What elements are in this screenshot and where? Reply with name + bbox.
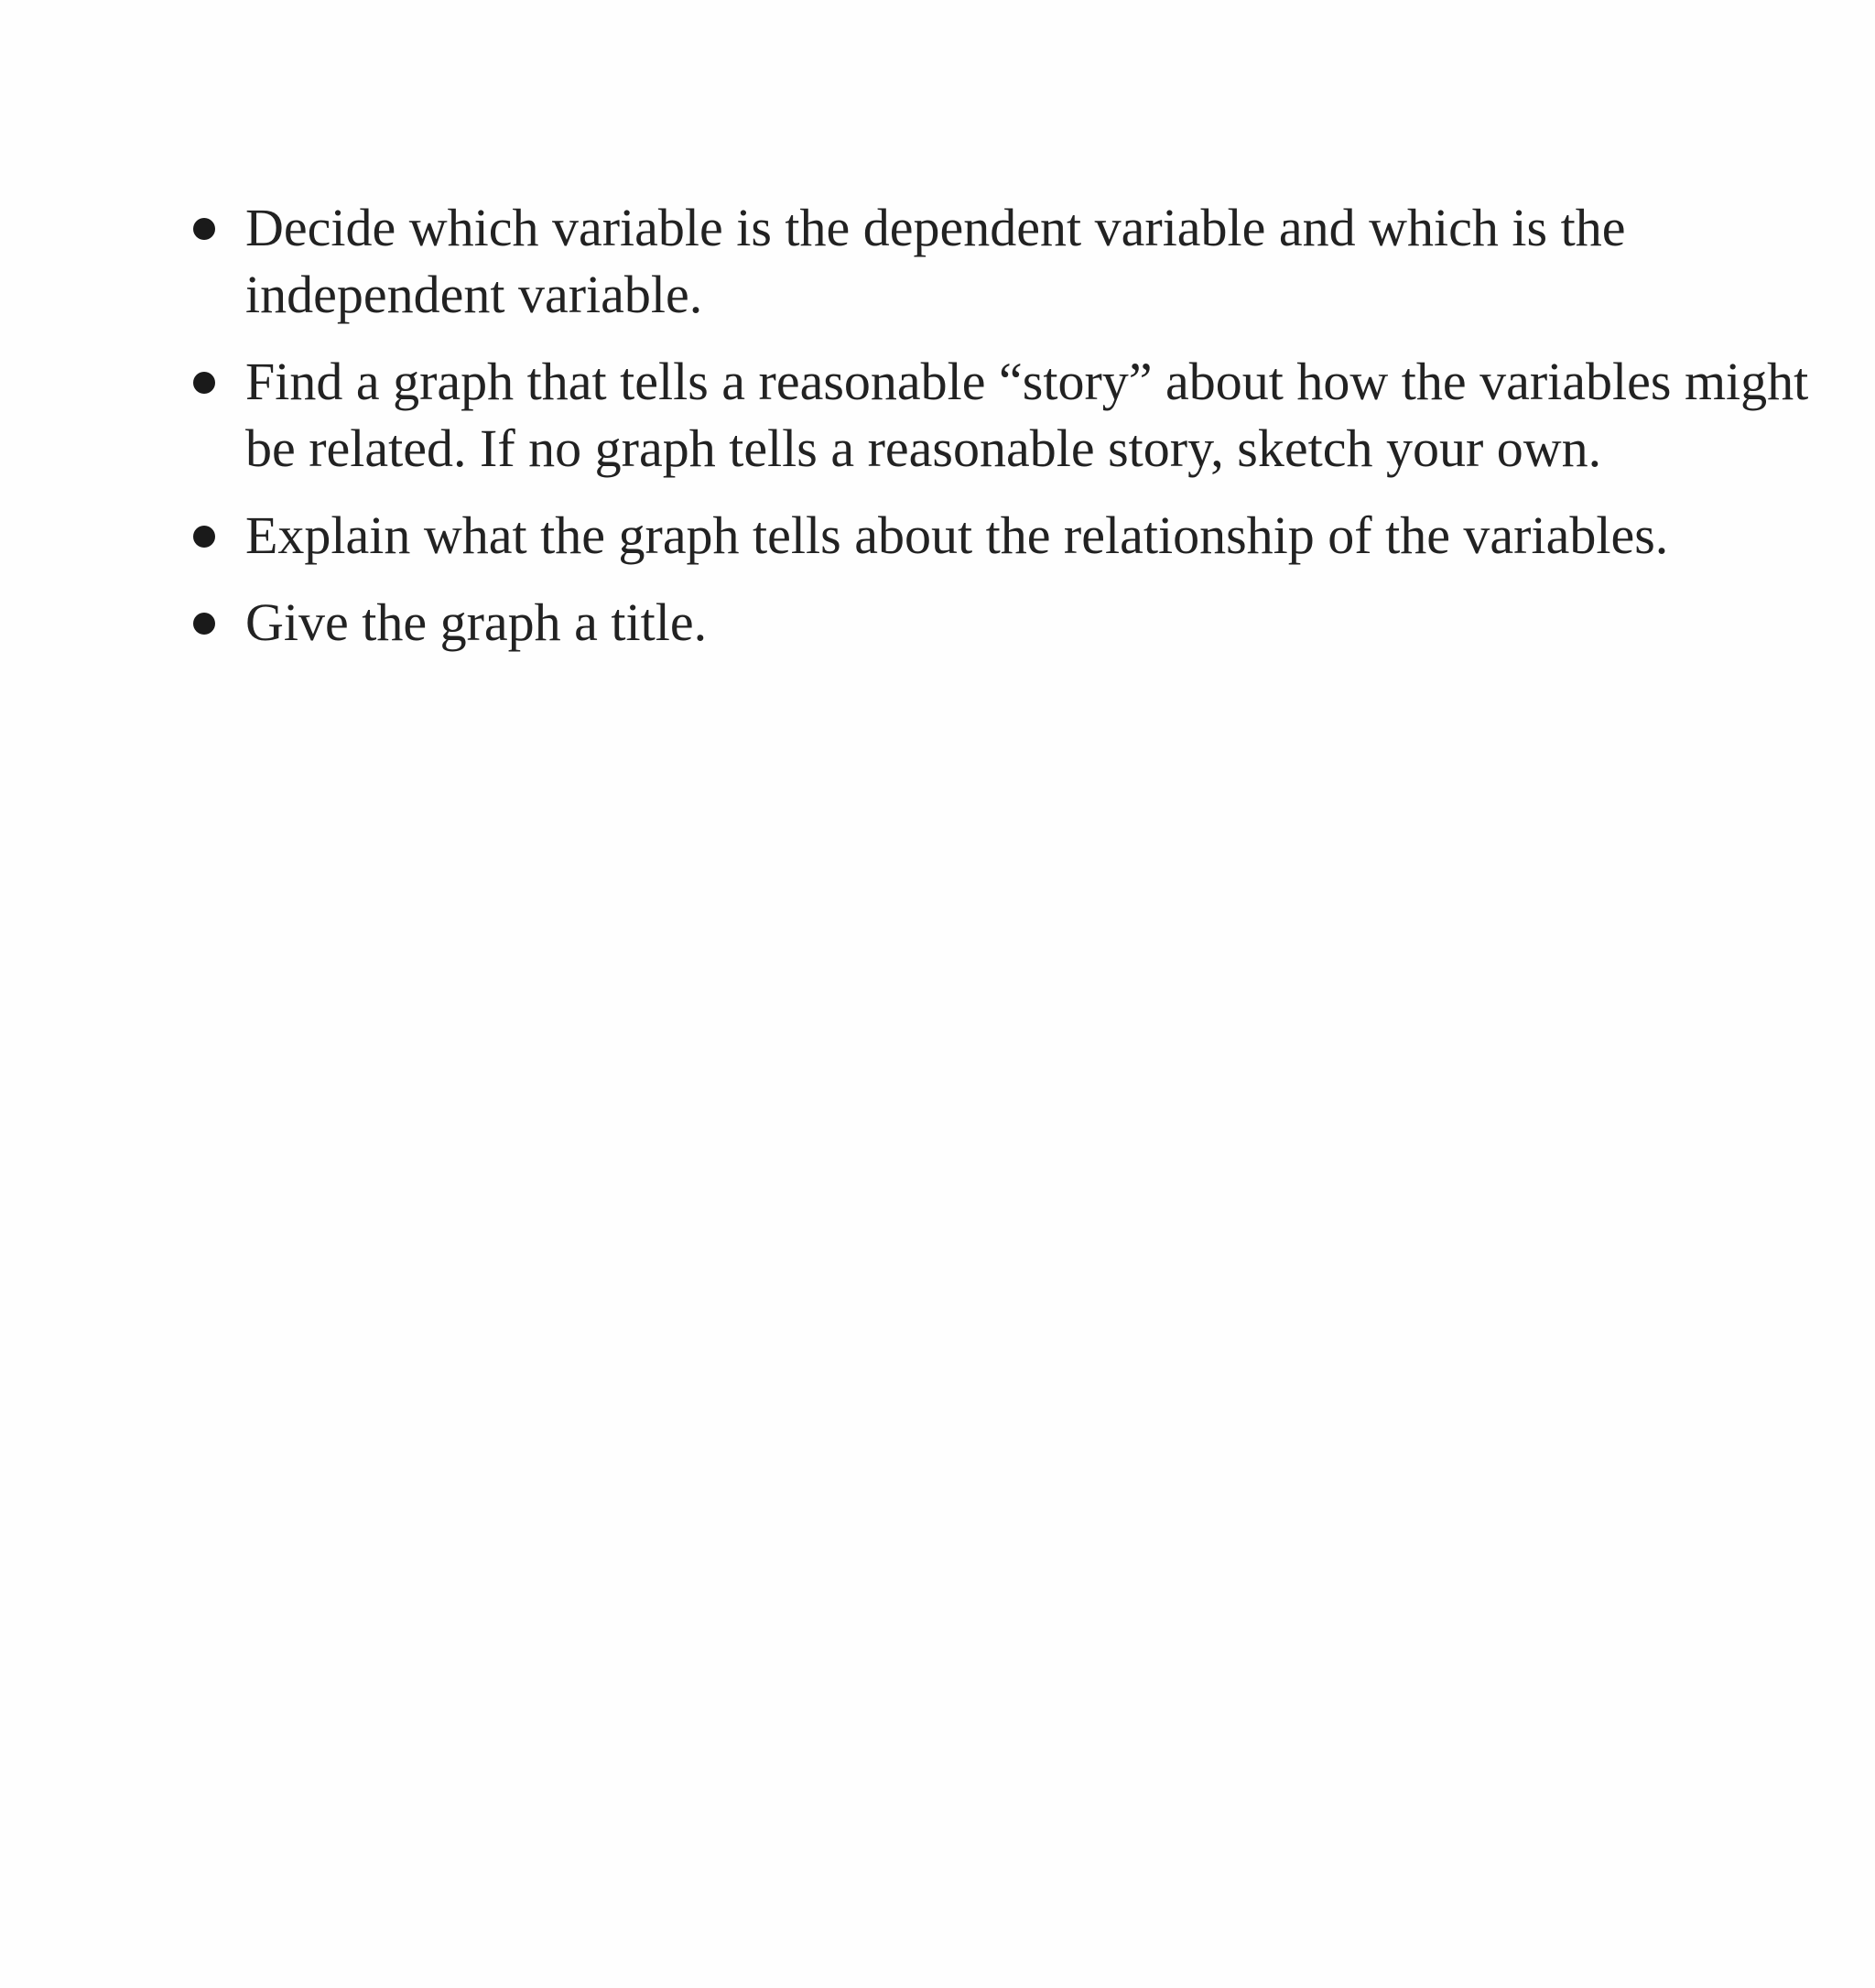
bullet-icon: [193, 218, 215, 240]
list-item-text: Decide which variable is the dependent variable and which is the independent variable.: [245, 198, 1626, 324]
list-item: [183, 589, 1831, 656]
bullet-icon: [193, 526, 215, 548]
bullet-icon: [193, 613, 215, 635]
list-item-text: Find a graph that tells a reasonable “story” about how the variables might be related. If no graph tells a reasonable story, sketch your own.: [245, 352, 1809, 478]
list-item: [183, 194, 1831, 328]
list-item: [183, 348, 1831, 482]
bullet-icon: [193, 372, 215, 394]
list-item-text: Give the graph a title.: [245, 592, 708, 652]
list-item-text: Explain what the graph tells about the relationship of the variables.: [245, 505, 1669, 565]
list-item: [183, 502, 1831, 569]
instruction-list: [183, 194, 1831, 676]
